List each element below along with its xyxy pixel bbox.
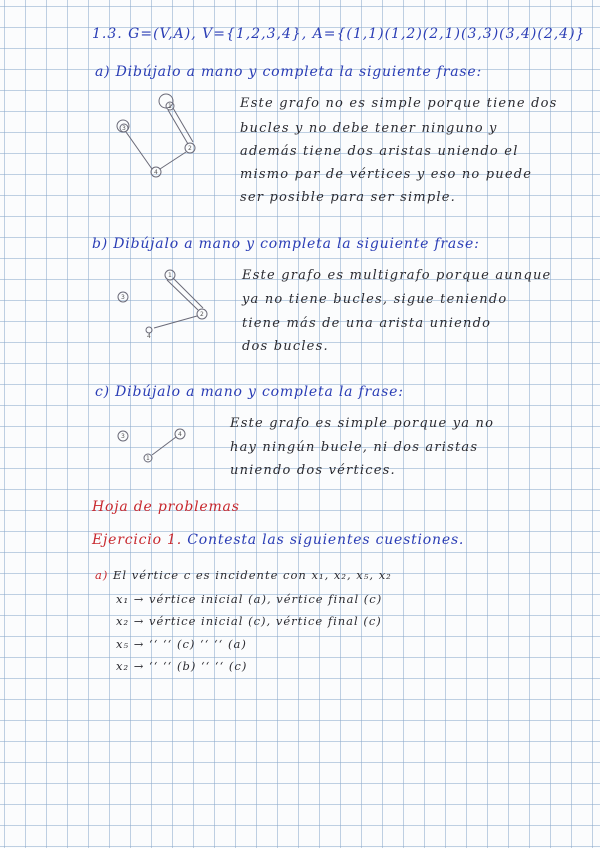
exercise-header: 1.3. G=(V,A), V={1,2,3,4}, A={(1,1)(1,2)(2,1)(3,3)(3,4)(2,4)} <box>92 26 586 42</box>
section-c-prompt: c) Dibújalo a mano y completa la frase: <box>95 384 404 400</box>
graph-b-edge-1-2b <box>173 278 203 308</box>
graph-b-label-2: 2 <box>200 311 204 318</box>
graph-a-edge-1-2a <box>168 110 188 144</box>
graph-a-edge-2-4 <box>160 152 186 169</box>
section-c-line-2: hay ningún bucle, ni dos aristas <box>230 440 479 455</box>
answer-a-intro-text: El vértice c es incidente con x₁, x₂, x₅, x₂ <box>113 568 392 582</box>
section-c-line-1: Este grafo es simple porque ya no <box>230 416 495 431</box>
problems-heading: Hoja de problemas <box>92 499 240 515</box>
section-b-line-1: Este grafo es multigrafo porque aunque <box>242 268 552 283</box>
section-b-line-4: dos bucles. <box>242 339 329 354</box>
graph-a-edge-3-4 <box>126 132 152 169</box>
graph-a-label-2: 2 <box>188 145 192 152</box>
graph-b-label-3: 3 <box>121 294 125 301</box>
graph-b-drawing <box>112 264 222 339</box>
graph-a-drawing <box>108 92 208 187</box>
answer-a-intro <box>95 570 392 582</box>
section-b-line-3: tiene más de una arista uniendo <box>242 316 492 331</box>
graph-b-edge-1-2a <box>167 280 198 310</box>
graph-b-label-1: 1 <box>168 272 172 279</box>
graph-a-label-4: 4 <box>154 169 158 176</box>
section-a-line-4: mismo par de vértices y eso no puede <box>240 167 533 182</box>
answer-a-row-1: x₁ → vértice inicial (a), vértice final (c) <box>116 592 383 606</box>
section-b-line-2: ya no tiene bucles, sigue teniendo <box>242 292 508 307</box>
graph-c-label-1: 1 <box>146 455 150 462</box>
section-a-line-1: Este grafo no es simple porque tiene dos <box>240 96 558 111</box>
graph-b-edge-2-4 <box>154 316 197 328</box>
exercise-label: Ejercicio 1. <box>92 532 183 548</box>
section-c-line-3: uniendo dos vértices. <box>230 463 396 478</box>
graph-c-label-3: 3 <box>121 433 125 440</box>
section-a-prompt: a) Dibújalo a mano y completa la siguiente frase: <box>95 64 483 80</box>
section-b-prompt: b) Dibújalo a mano y completa la siguiente frase: <box>92 236 480 252</box>
graph-a-label-1: 1 <box>168 103 172 110</box>
section-a-line-5: ser posible para ser simple. <box>240 190 456 205</box>
graph-b-label-4: 4 <box>147 333 151 339</box>
graph-c-edge <box>152 437 176 455</box>
answer-a-row-4: x₂ → ‘‘ ‘‘ (b) ‘‘ ‘‘ (c) <box>116 659 248 673</box>
answer-a-row-3: x₅ → ‘‘ ‘‘ (c) ‘‘ ‘‘ (a) <box>116 637 247 651</box>
graph-c-label-4: 4 <box>178 431 182 438</box>
section-a-line-3: además tiene dos aristas uniendo el <box>240 144 519 159</box>
graph-a-label-3: 3 <box>122 125 126 132</box>
exercise-text: Contesta las siguientes cuestiones. <box>187 532 465 548</box>
graph-c-drawing <box>112 422 192 467</box>
exercise-title <box>92 533 464 547</box>
answer-a-row-2: x₂ → vértice inicial (c), vértice final (c) <box>116 614 382 628</box>
answer-a-label: a) <box>95 568 109 582</box>
section-a-line-2: bucles y no debe tener ninguno y <box>240 121 498 136</box>
graph-a-edge-1-2b <box>173 108 193 142</box>
